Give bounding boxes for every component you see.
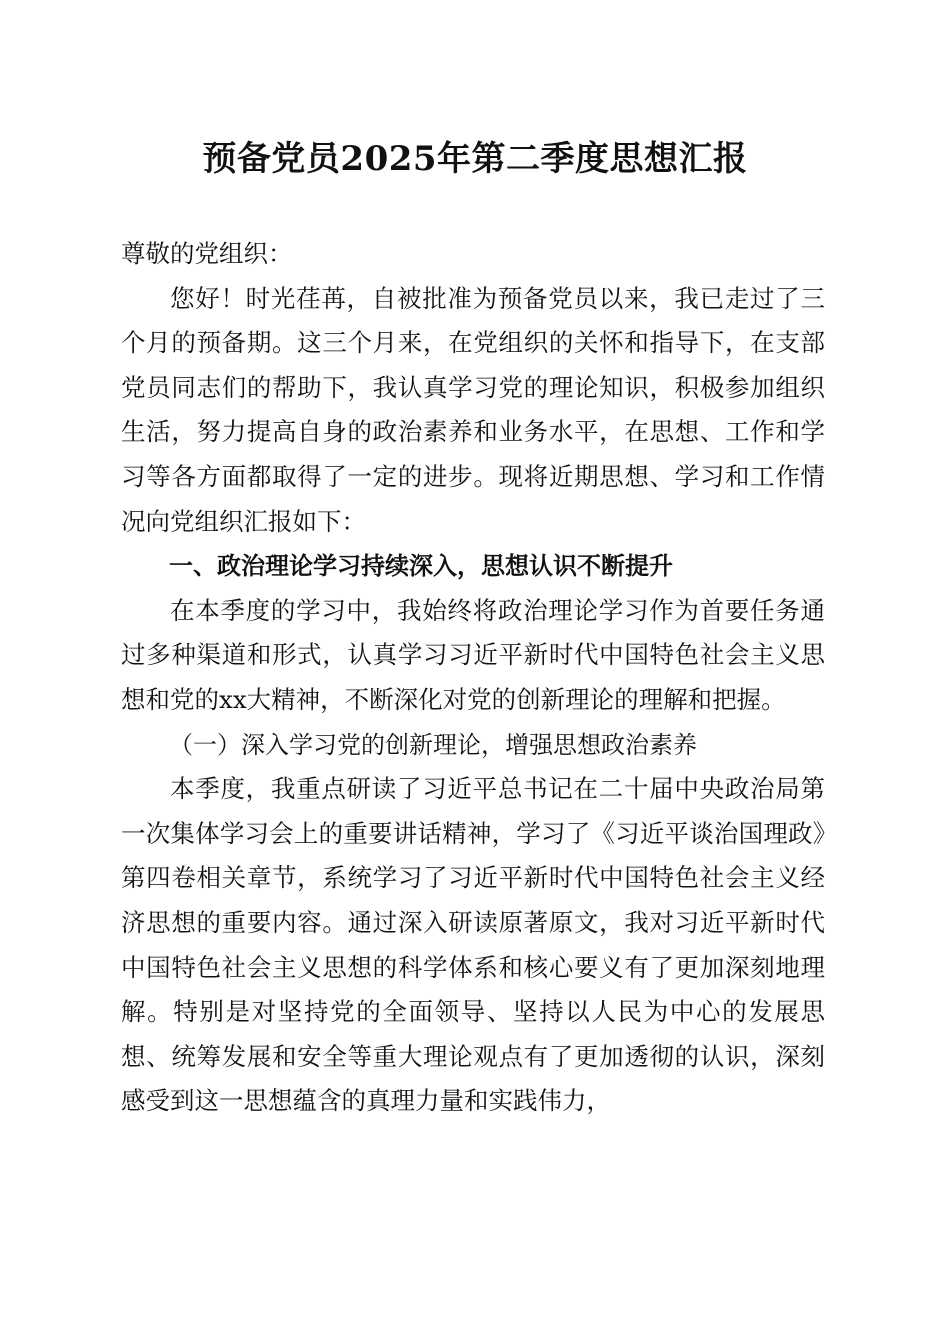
document-body xyxy=(121,232,825,1124)
salutation: 尊敬的党组织： xyxy=(121,239,293,268)
section-heading-1: 一、政治理论学习持续深入，思想认识不断提升 xyxy=(169,552,673,581)
subsection-heading-1: （一）深入学习党的创新理论，增强思想政治素养 xyxy=(169,730,697,759)
section-1-paragraph: 在本季度的学习中，我始终将政治理论学习作为首要任务通过多种渠道和形式，认真学习习近平新时代中国特色社会主义思想和党的xx大精神，不断深化对党的创新理论的理解和把握。 xyxy=(121,595,825,714)
document-title: 预备党员2025年第二季度思想汇报 xyxy=(202,139,748,179)
intro-paragraph: 您好！时光荏苒，自被批准为预备党员以来，我已走过了三个月的预备期。这三个月来，在党组织的关怀和指导下，在支部党员同志们的帮助下，我认真学习党的理论知识，积极参加组织生活，努力提高自身的政治素养和业务水平，在思想、工作和学习等各方面都取得了一定的进步。现将近期思想、学习和工作情况向党组织汇报如下： xyxy=(121,283,825,536)
subsection-1-paragraph: 本季度，我重点研读了习近平总书记在二十届中央政治局第一次集体学习会上的重要讲话精神，学习了《习近平谈治国理政》第四卷相关章节，系统学习了习近平新时代中国特色社会主义经济思想的重要内容。通过深入研读原著原文，我对习近平新时代中国特色社会主义思想的科学体系和核心要义有了更加深刻地理解。特别是对坚持党的全面领导、坚持以人民为中心的发展思想、统筹发展和安全等重大理论观点有了更加透彻的认识，深刻感受到这一思想蕴含的真理力量和实践伟力， xyxy=(121,774,825,1116)
